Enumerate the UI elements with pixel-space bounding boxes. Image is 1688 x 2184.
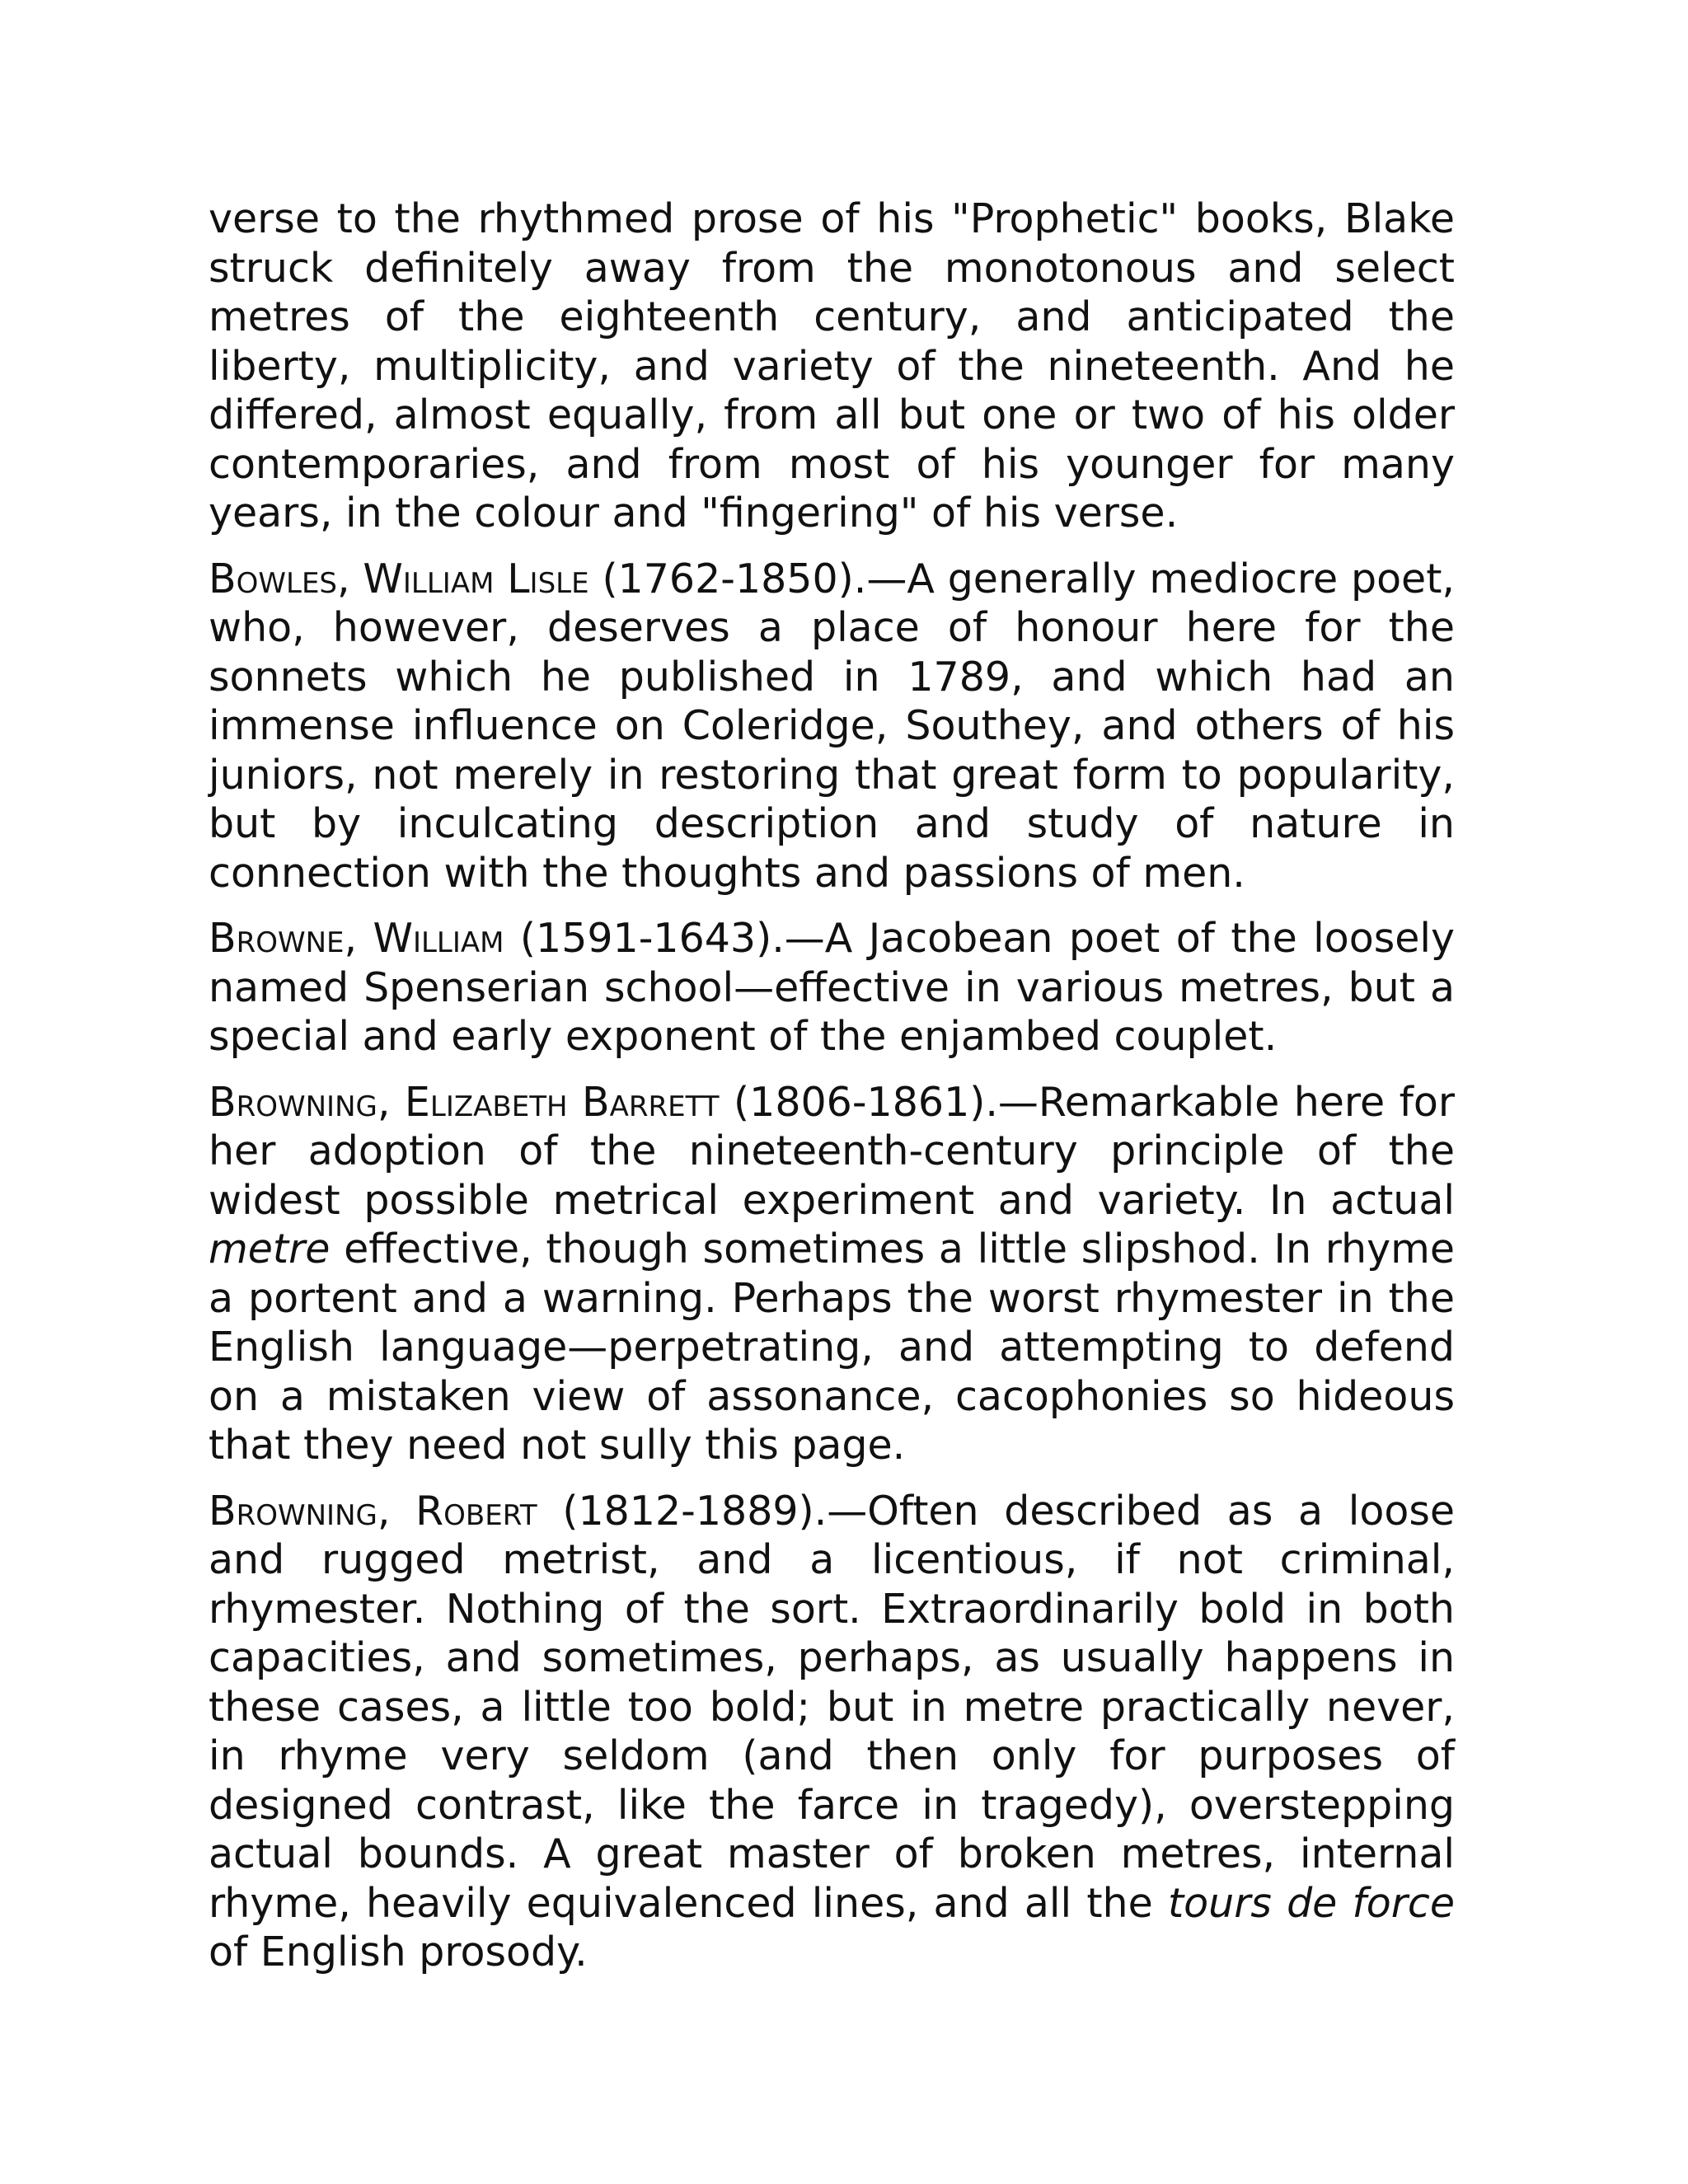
continuation-paragraph [209, 194, 1455, 538]
entry-italic-term: tours de force [1167, 1879, 1455, 1927]
entry-text: (1806-1861).—Remarkable here for her adoption of the nineteenth-century principle of the widest possible metrical experiment and variety. In actual [209, 1078, 1455, 1224]
entry-name: Browning, Robert [209, 1487, 537, 1535]
entry-text: (1762-1850).—A generally mediocre poet, who, however, deserves a place of honour here for the sonnets which he published in 1789, and which had an immense influence on Coleridge, Southey, and others of his juniors, not merely in restoring that great form to popularity, but by inculcating description and study of nature in connection with the thoughts and passions of men. [209, 555, 1455, 897]
paragraph-text: verse to the rhythmed prose of his "Prophetic" books, Blake struck definitely away from the monotonous and select metres of the eighteenth century, and anticipated the liberty, multiplicity, and variety of the nineteenth. And he differed, almost equally, from all but one or two of his older contemporaries, and from most of his younger for many years, in the colour and "fingering" of his verse. [209, 195, 1455, 537]
entry-bowles [209, 555, 1455, 898]
entry-text-continued: effective, though sometimes a little slipshod. In rhyme a portent and a warning. Perhaps the worst rhymester in the English language—perpetrating, and attempting to defend on a mistaken view of assonance, cacophonies so hideous that they need not sully this page. [209, 1226, 1455, 1469]
entry-name: Bowles, William Lisle [209, 555, 589, 602]
entry-name: Browning, Elizabeth Barrett [209, 1078, 720, 1126]
entry-text: (1591-1643).—A Jacobean poet of the loosely named Spenserian school—effective in various metres, but a special and early exponent of the enjambed couplet. [209, 915, 1455, 1060]
document-page [209, 194, 1455, 1994]
entry-italic-term: metre [209, 1226, 331, 1272]
entry-browne [209, 914, 1455, 1062]
entry-text: (1812-1889).—Often described as a loose and rugged metrist, and a licentious, if not criminal, rhymester. Nothing of the sort. Extraordinarily bold in both capacities, and sometimes, perhaps, as usually happens in these cases, a little too bold; but in metre practically never, in rhyme very seldom (and then only for purposes of designed contrast, like the farce in tragedy), overstepping actual bounds. A great master of broken metres, internal rhyme, heavily equivalenced lines, and all the [209, 1487, 1455, 1927]
entry-browning-robert [209, 1487, 1455, 1977]
entry-name: Browne, William [209, 915, 504, 962]
entry-browning-elizabeth [209, 1078, 1455, 1470]
entry-text-continued: of English prosody. [209, 1929, 588, 1975]
